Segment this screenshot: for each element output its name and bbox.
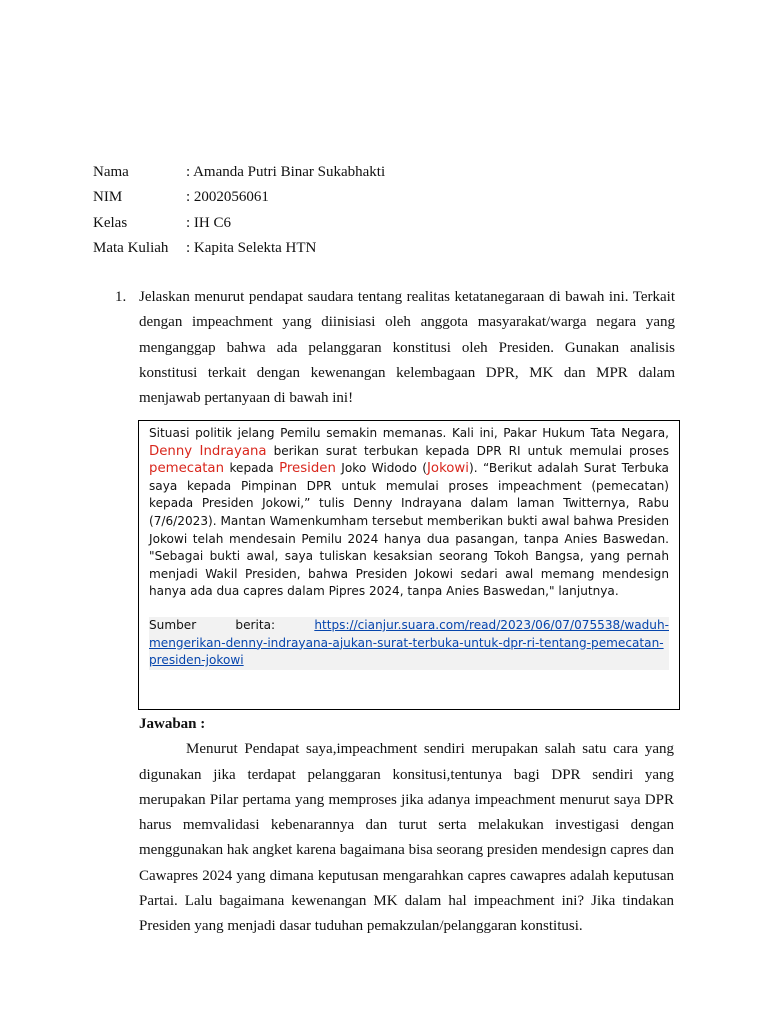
source-line <box>149 617 669 635</box>
question-text: Jelaskan menurut pendapat saudara tentang realitas ketatanegaraan di bawah ini. Terkait dengan impeachment yang diinisiasi oleh anggota masyarakat/warga negara yang menganggap bahwa ada pelanggaran konstitusi oleh Presiden. Gunakan analisis konstitusi terkait dengan kewenangan kelembagaan DPR, MK dan MPR dalam menjawab pertanyaan di bawah ini! <box>139 289 675 407</box>
info-row-mata-kuliah <box>93 236 385 261</box>
source-word: berita: <box>235 617 276 632</box>
news-text: Situasi politik jelang Pemilu semakin memanas. Kali ini, Pakar Hukum Tata Negara, <box>149 426 669 440</box>
answer-text: Menurut Pendapat saya,impeachment sendiri merupakan salah satu cara yang digunakan jika terdapat pelanggaran konsitusi,tentunya bagi DPR sendiri yang merupakan Pilar pertama yang memproses jika adanya impeachment menurut saya DPR harus memvalidasi kebenarannya dan turut serta melakukan investigasi dengan menggunakan hak angket karena bagaimana bisa seorang presiden mendesign capres dan Cawapres 2024 yang dimana keputusan mengarahkan capres cawapres adalah keputusan Partai. Lalu bagaimana kewenangan MK dalam hal impeachment ini? Jika tindakan Presiden yang menjadi dasar tuduhan pemakzulan/pelanggaran konstitusi. <box>139 741 674 935</box>
highlight-presiden: Presiden <box>279 461 336 477</box>
news-text: ). “Berikut adalah Surat Terbuka saya kepada Pimpinan DPR untuk memulai proses impeachment (pemecatan) kepada Presiden Jokowi,” tulis Denny Indrayana dalam laman Twitternya, Rabu (7/6/2023). Mantan Wamenkumham tersebut memberikan bukti awal bahwa Presiden Jokowi telah mendesain Pemilu 2024 hanya dua pasangan, tanpa Anies Baswedan. "Sebagai bukti awal, saya tuliskan kesaksian seorang Tokoh Bangsa, yang pernah menjadi Wakil Presiden, bahwa Presiden Jokowi sedari awal memang mendesign hanya ada dua capres dalam Pipres 2024, tanpa Anies Baswedan," lanjutnya. <box>149 461 669 599</box>
info-row-kelas <box>93 211 385 236</box>
source-label: Sumber <box>149 617 197 632</box>
answer-title: Jawaban : <box>139 716 206 732</box>
question-1 <box>115 285 675 411</box>
info-label: Kelas <box>93 214 128 231</box>
info-value: : 2002056061 <box>186 189 269 206</box>
answer-section <box>139 712 674 940</box>
news-text: berikan surat terbukan kepada DPR RI untuk memulai proses <box>266 443 669 458</box>
source-block <box>149 617 669 670</box>
highlight-denny-indrayana: Denny Indrayana <box>149 443 267 459</box>
info-value: : Amanda Putri Binar Sukabhakti <box>186 164 386 180</box>
info-label: NIM <box>93 189 123 206</box>
news-text: kepada <box>224 461 280 476</box>
info-label: Nama <box>93 164 129 180</box>
highlight-jokowi: Jokowi <box>427 461 470 477</box>
info-value: : IH C6 <box>186 214 231 231</box>
info-row-nim <box>93 185 385 210</box>
news-paragraph <box>149 425 669 601</box>
news-text: Joko Widodo ( <box>335 461 428 476</box>
student-info <box>93 160 385 261</box>
info-label: Mata Kuliah <box>93 239 169 256</box>
news-excerpt-box <box>138 420 680 710</box>
question-number: 1. <box>115 289 127 305</box>
source-link-continued[interactable]: mengerikan-denny-indrayana-ajukan-surat-terbuka-untuk-dpr-ri-tentang-pemecatan-presiden-jokowi <box>149 635 664 668</box>
info-value: : Kapita Selekta HTN <box>186 239 317 256</box>
source-link[interactable]: https://cianjur.suara.com/read/2023/06/07/075538/waduh- <box>314 617 669 632</box>
info-row-nama <box>93 160 385 185</box>
highlight-pemecatan: pemecatan <box>149 461 225 477</box>
